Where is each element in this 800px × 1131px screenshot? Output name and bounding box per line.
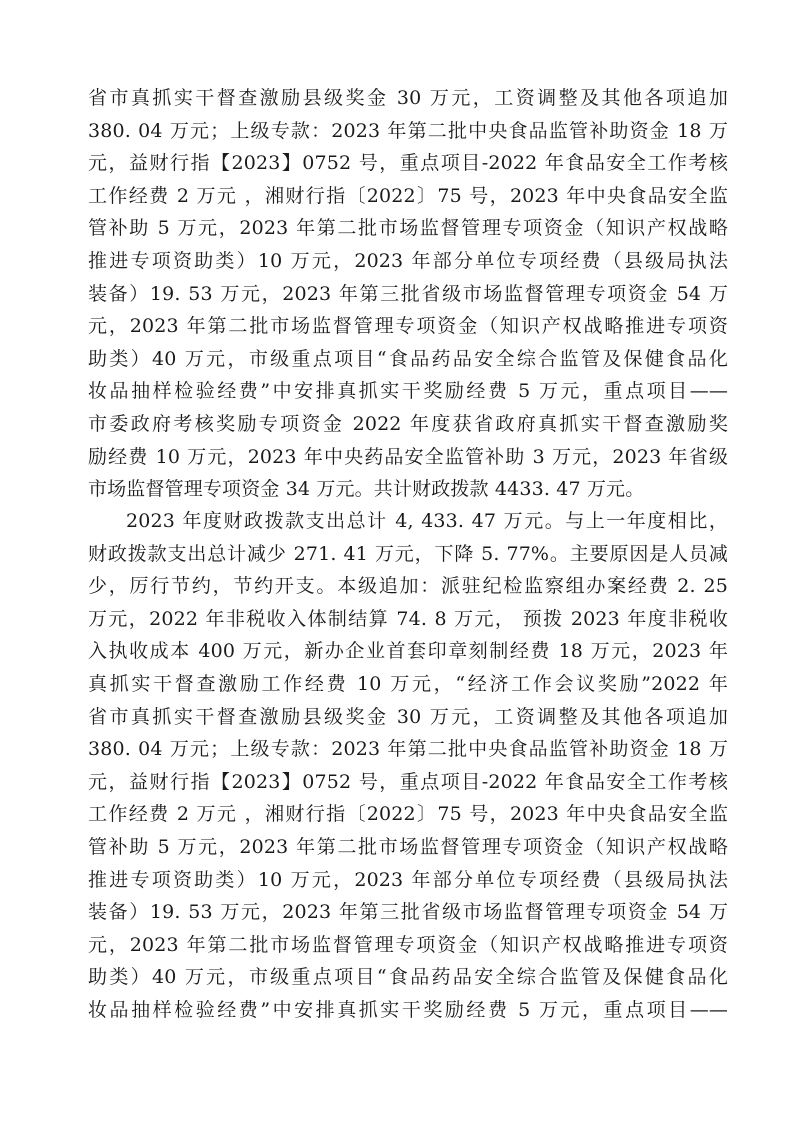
text-line: 市委政府考核奖励专项资金 2022 年度获省政府真抓实干督查激励奖: [88, 412, 728, 435]
text-line: 妆品抽样检验经费”中安排真抓实干奖励经费 5 万元，重点项目——: [88, 998, 728, 1021]
text-line: 励经费 10 万元，2023 年中央药品安全监管补助 3 万元，2023 年省级: [88, 445, 728, 468]
paragraph-continued: [88, 82, 728, 506]
text-line: 装备）19. 53 万元，2023 年第三批省级市场监督管理专项资金 54 万: [88, 282, 728, 305]
text-line: 管补助 5 万元，2023 年第二批市场监督管理专项资金（知识产权战略: [88, 835, 728, 858]
text-line: 省市真抓实干督查激励县级奖金 30 万元，工资调整及其他各项追加: [88, 87, 728, 109]
text-line: 元，2023 年第二批市场监督管理专项资金（知识产权战略推进专项资: [88, 315, 728, 338]
text-line: 助类）40 万元，市级重点项目“食品药品安全综合监管及保健食品化: [88, 347, 728, 370]
text-line: 少，厉行节约，节约开支。本级追加：派驻纪检监察组办案经费 2. 25: [88, 575, 728, 598]
text-line: 管补助 5 万元，2023 年第二批市场监督管理专项资金（知识产权战略: [88, 217, 728, 240]
text-line: 元，2023 年第二批市场监督管理专项资金（知识产权战略推进专项资: [88, 933, 728, 956]
text-line: 省市真抓实干督查激励县级奖金 30 万元，工资调整及其他各项追加: [88, 705, 728, 728]
text-line: 380. 04 万元；上级专款：2023 年第二批中央食品监管补助资金 18 万: [88, 738, 728, 761]
text-line: 装备）19. 53 万元，2023 年第三批省级市场监督管理专项资金 54 万: [88, 901, 728, 924]
text-line: 2023 年度财政拨款支出总计 4, 433. 47 万元。与上一年度相比，: [126, 510, 728, 532]
text-line: 入执收成本 400 万元，新办企业首套印章刻制经费 18 万元，2023 年: [88, 640, 728, 663]
paragraph-expenditure-summary: [88, 505, 728, 1027]
text-line: 推进专项资助类）10 万元，2023 年部分单位专项经费（县级局执法: [88, 868, 728, 891]
text-line: 市场监督管理专项资金 34 万元。共计财政拨款 4433. 47 万元。: [88, 478, 645, 501]
text-line: 助类）40 万元，市级重点项目“食品药品安全综合监管及保健食品化: [88, 966, 728, 989]
text-line: 推进专项资助类）10 万元，2023 年部分单位专项经费（县级局执法: [88, 249, 728, 272]
text-line: 380. 04 万元；上级专款：2023 年第二批中央食品监管补助资金 18 万: [88, 119, 728, 142]
text-line: 工作经费 2 万元 ，湘财行指〔2022〕75 号，2023 年中央食品安全监: [88, 184, 728, 207]
text-line: 元，益财行指【2023】0752 号，重点项目-2022 年食品安全工作考核: [88, 152, 728, 175]
text-line: 妆品抽样检验经费”中安排真抓实干奖励经费 5 万元，重点项目——: [88, 380, 728, 403]
text-line: 真抓实干督查激励工作经费 10 万元，“经济工作会议奖励”2022 年: [88, 672, 728, 695]
text-line: 万元，2022 年非税收入体制结算 74. 8 万元， 预拨 2023 年度非税收: [88, 607, 728, 630]
text-line: 工作经费 2 万元 ，湘财行指〔2022〕75 号，2023 年中央食品安全监: [88, 803, 728, 826]
text-line: 元，益财行指【2023】0752 号，重点项目-2022 年食品安全工作考核: [88, 770, 728, 793]
text-line: 财政拨款支出总计减少 271. 41 万元，下降 5. 77%。主要原因是人员减: [88, 542, 728, 565]
